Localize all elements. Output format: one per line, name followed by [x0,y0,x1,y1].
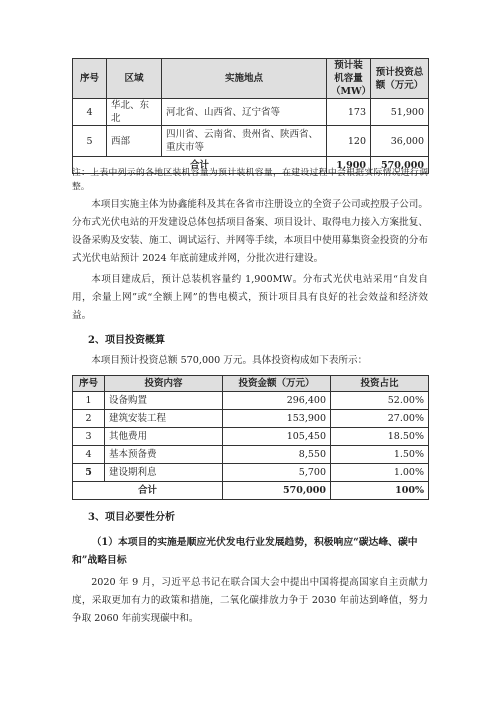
cell-no: 4 [73,99,107,126]
cell-ratio: 18.50% [331,428,429,446]
cell-ratio: 27.00% [331,410,429,428]
paragraph-investment-total: 本项目预计投资总额 570,000 万元。具体投资构成如下表所示： [91,355,368,366]
col-header-no: 序号 [73,376,105,392]
table-note: 注：上表中列示的各地区装机容量为预计装机容量，在建设过程中会根据实际情况进行调整。 [72,168,428,192]
cell-location: 四川省、云南省、贵州省、陕西省、重庆市等 [162,126,327,157]
paragraph-implementation: 本项目实施主体为协鑫能科及其在各省市注册设立的全资子公司或控股子公司。分布式光伏电站的开发建设总体包括项目备案、项目设计、取得电力接入方案批复、设备采购及安装、施工、调试运行、并网等手续，本项目中使用募集资金投资的分布式光伏电站预计 2024 年底前建成并网，分批次进行建设。 [72,199,428,264]
cell-no: 1 [73,392,105,410]
col-header-capacity: 预计装机容量（MW） [327,59,371,99]
col-header-no: 序号 [73,59,107,99]
cell-item: 建筑安装工程 [105,410,223,428]
cell-investment: 36,000 [371,126,429,157]
cell-amount: 105,450 [223,428,331,446]
cell-item: 建设期利息 [105,464,223,482]
section-heading-investment: 2、项目投资概算 [88,335,165,346]
cell-item: 设备购置 [105,392,223,410]
cell-no: 4 [73,446,105,464]
total-amount: 570,000 [223,482,331,500]
col-header-investment: 预计投资总额（万元） [371,59,429,99]
cell-capacity: 173 [327,99,371,126]
col-header-ratio: 投资占比 [331,376,429,392]
cell-ratio: 1.00% [331,464,429,482]
table-row [73,126,429,157]
table-header-row [73,376,429,392]
table-row [73,464,429,482]
total-label: 合计 [73,482,223,500]
total-capacity: 1,900 [327,157,371,174]
cell-item: 基本预备费 [105,446,223,464]
col-header-amount: 投资金额（万元） [223,376,331,392]
investment-breakdown-table [72,375,429,500]
regional-capacity-table [72,58,429,174]
cell-region: 华北、东北 [107,99,162,126]
cell-no: 5 [73,126,107,157]
table-row [73,392,429,410]
cell-amount: 5,700 [223,464,331,482]
table-total-row [73,482,429,500]
table-row [73,99,429,126]
cell-item: 其他费用 [105,428,223,446]
table-row [73,428,429,446]
cell-ratio: 52.00% [331,392,429,410]
total-label: 合计 [73,157,327,174]
section-heading-necessity: 3、项目必要性分析 [88,512,175,523]
table-header-row [73,59,429,99]
paragraph-carbon-goal: 2020 年 9 月，习近平总书记在联合国大会中提出中国将提高国家自主贡献力度，采取更加有力的政策和措施，二氧化碳排放力争于 2030 年前达到峰值，努力争取 2060 年前实现碳中和。 [72,577,428,624]
cell-amount: 8,550 [223,446,331,464]
cell-no: 2 [73,410,105,428]
cell-region: 西部 [107,126,162,157]
cell-ratio: 1.50% [331,446,429,464]
cell-no: 5 [73,464,105,482]
cell-amount: 296,400 [223,392,331,410]
col-header-region: 区域 [107,59,162,99]
cell-investment: 51,900 [371,99,429,126]
table-row [73,446,429,464]
cell-location: 河北省、山西省、辽宁省等 [162,99,327,126]
total-investment: 570,000 [371,157,429,174]
table-row [73,410,429,428]
total-ratio: 100% [331,482,429,500]
paragraph-capacity: 本项目建成后，预计总装机容量约 1,900MW。分布式光伏电站采用“自发自用，余量上网”或“全额上网”的售电模式，预计项目具有良好的社会效益和经济效益。 [72,274,428,321]
col-header-item: 投资内容 [105,376,223,392]
cell-capacity: 120 [327,126,371,157]
cell-no: 3 [73,428,105,446]
subheading-trend: （1）本项目的实施是顺应光伏发电行业发展趋势，积极响应“碳达峰、碳中和”战略目标 [72,537,418,566]
cell-amount: 153,900 [223,410,331,428]
col-header-location: 实施地点 [162,59,327,99]
